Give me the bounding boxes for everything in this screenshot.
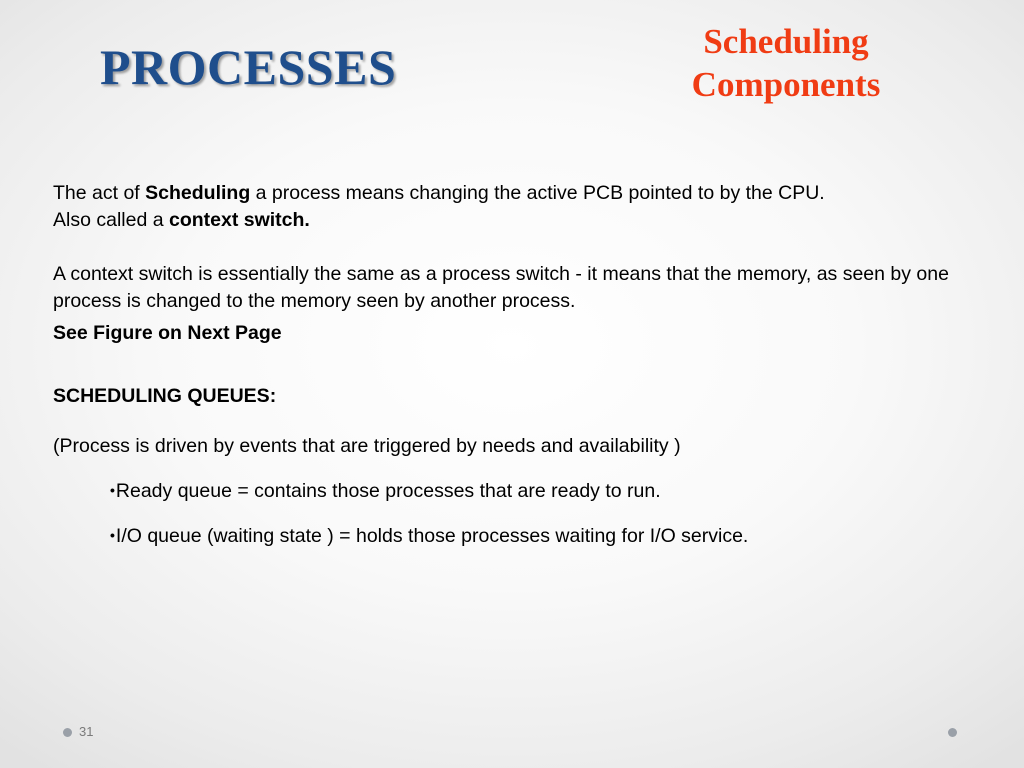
see-figure-text: See Figure on Next Page	[53, 322, 282, 344]
slide-subtitle	[668, 20, 904, 106]
footer-left-dot-icon	[63, 728, 72, 737]
paragraph-event-driven: (Process is driven by events that are triggered by needs and availability )	[53, 435, 681, 457]
slide-body	[53, 180, 973, 567]
see-figure-note	[53, 320, 973, 347]
page-number: 31	[79, 724, 94, 739]
bullet-icon: •	[110, 482, 115, 498]
bold-term-context-switch: context switch.	[168, 209, 310, 231]
queue-list	[53, 477, 973, 550]
paragraph-scheduling-definition	[53, 180, 973, 234]
list-item-text: I/O queue (waiting state ) = holds those processes waiting for I/O service.	[115, 525, 749, 547]
paragraph-context-switch: A context switch is essentially the same as a process switch - it means that the memory, as seen by one process is changed to the memory seen by another process.	[53, 263, 949, 312]
list-item-text: Ready queue = contains those processes that are ready to run.	[115, 480, 661, 502]
text-fragment: Also called a	[53, 209, 169, 231]
text-fragment: The act of	[53, 182, 146, 204]
subtitle-line-2: Components	[691, 65, 881, 104]
section-heading-text: SCHEDULING QUEUES:	[53, 385, 277, 407]
bullet-icon: •	[110, 527, 115, 543]
list-item-io-queue	[110, 522, 973, 550]
slide-title: PROCESSES	[100, 39, 397, 95]
text-fragment: a process means changing the active PCB pointed to by the CPU.	[250, 182, 825, 204]
bold-term-scheduling: Scheduling	[145, 182, 251, 204]
footer-right-dot-icon	[948, 728, 957, 737]
subtitle-line-1: Scheduling	[703, 22, 869, 61]
list-item-ready-queue	[110, 477, 973, 505]
section-heading-scheduling-queues	[53, 383, 973, 410]
